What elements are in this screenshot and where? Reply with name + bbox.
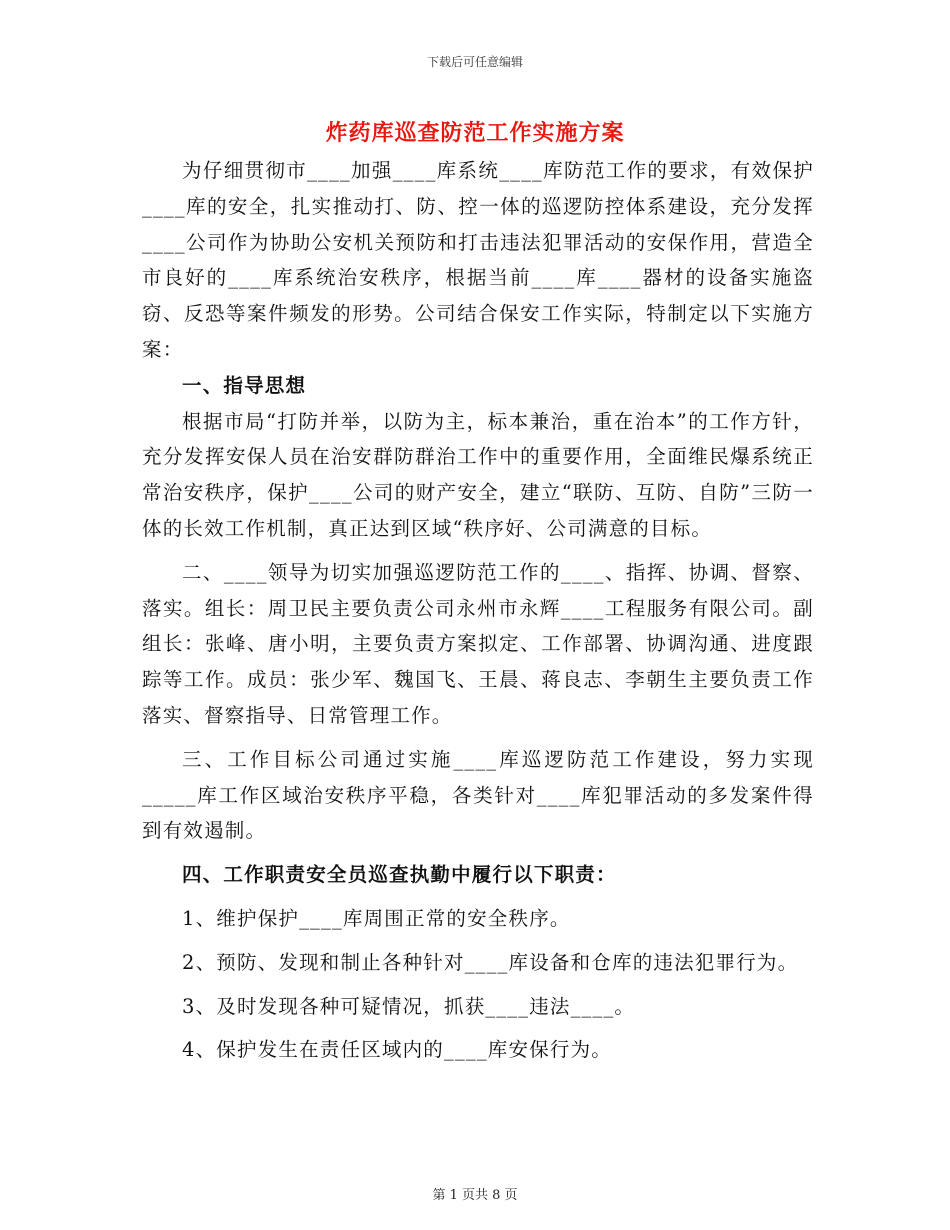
- guiding-ideology-paragraph: 根据市局“打防并举，以防为主，标本兼治，重在治本”的工作方针，充分发挥安保人员在治安群防群治工作中的重要作用，全面维民爆系统正常治安秩序，保护____公司的财产安全，建立“联防、互防、自防”三防一体的长效工作机制，真正达到区域“秩序好、公司满意的目标。: [142, 409, 814, 540]
- intro-paragraph: 为仔细贯彻市____加强____库系统____库防范工作的要求，有效保护____库的安全，扎实推动打、防、控一体的巡逻防控体系建设，充分发挥____公司作为协助公安机关预防和打击违法犯罪活动的安保作用，营造全市良好的____库系统治安秩序，根据当前____库____器材的设备实施盗窃、反恐等案件频发的形势。公司结合保安工作实际，特制定以下实施方案：: [142, 159, 814, 361]
- duty-item: 2、预防、发现和制止各种针对____库设备和仓库的违法犯罪行为。: [182, 950, 799, 974]
- section-heading-duties: 四、工作职责安全员巡查执勤中履行以下职责：: [182, 863, 617, 887]
- section-heading-guiding-ideology: 一、指导思想: [182, 373, 307, 397]
- page-header: 下载后可任意编辑: [426, 55, 523, 69]
- duty-item: 3、及时发现各种可疑情况，抓获____违法____。: [182, 994, 636, 1018]
- page-footer: 第 1 页共 8 页: [432, 1188, 518, 1203]
- document-title: 炸药库巡查防范工作实施方案: [325, 120, 625, 146]
- duty-item: 4、保护发生在责任区域内的____库安保行为。: [182, 1038, 613, 1062]
- leadership-paragraph: 二、____领导为切实加强巡逻防范工作的____、指挥、协调、督察、落实。组长：周卫民主要负责公司永州市永辉____工程服务有限公司。副组长：张峰、唐小明，主要负责方案拟定、工作部署、协调沟通、进度跟踪等工作。成员：张少军、魏国飞、王晨、蒋良志、李朝生主要负责工作落实、督察指导、日常管理工作。: [142, 560, 814, 727]
- document-body: [142, 153, 814, 1068]
- duty-item: 1、维护保护____库周围正常的安全秩序。: [182, 906, 571, 930]
- work-goal-paragraph: 三、工作目标公司通过实施____库巡逻防范工作建设，努力实现_____库工作区域治安秩序平稳，各类针对____库犯罪活动的多发案件得到有效遏制。: [142, 747, 814, 843]
